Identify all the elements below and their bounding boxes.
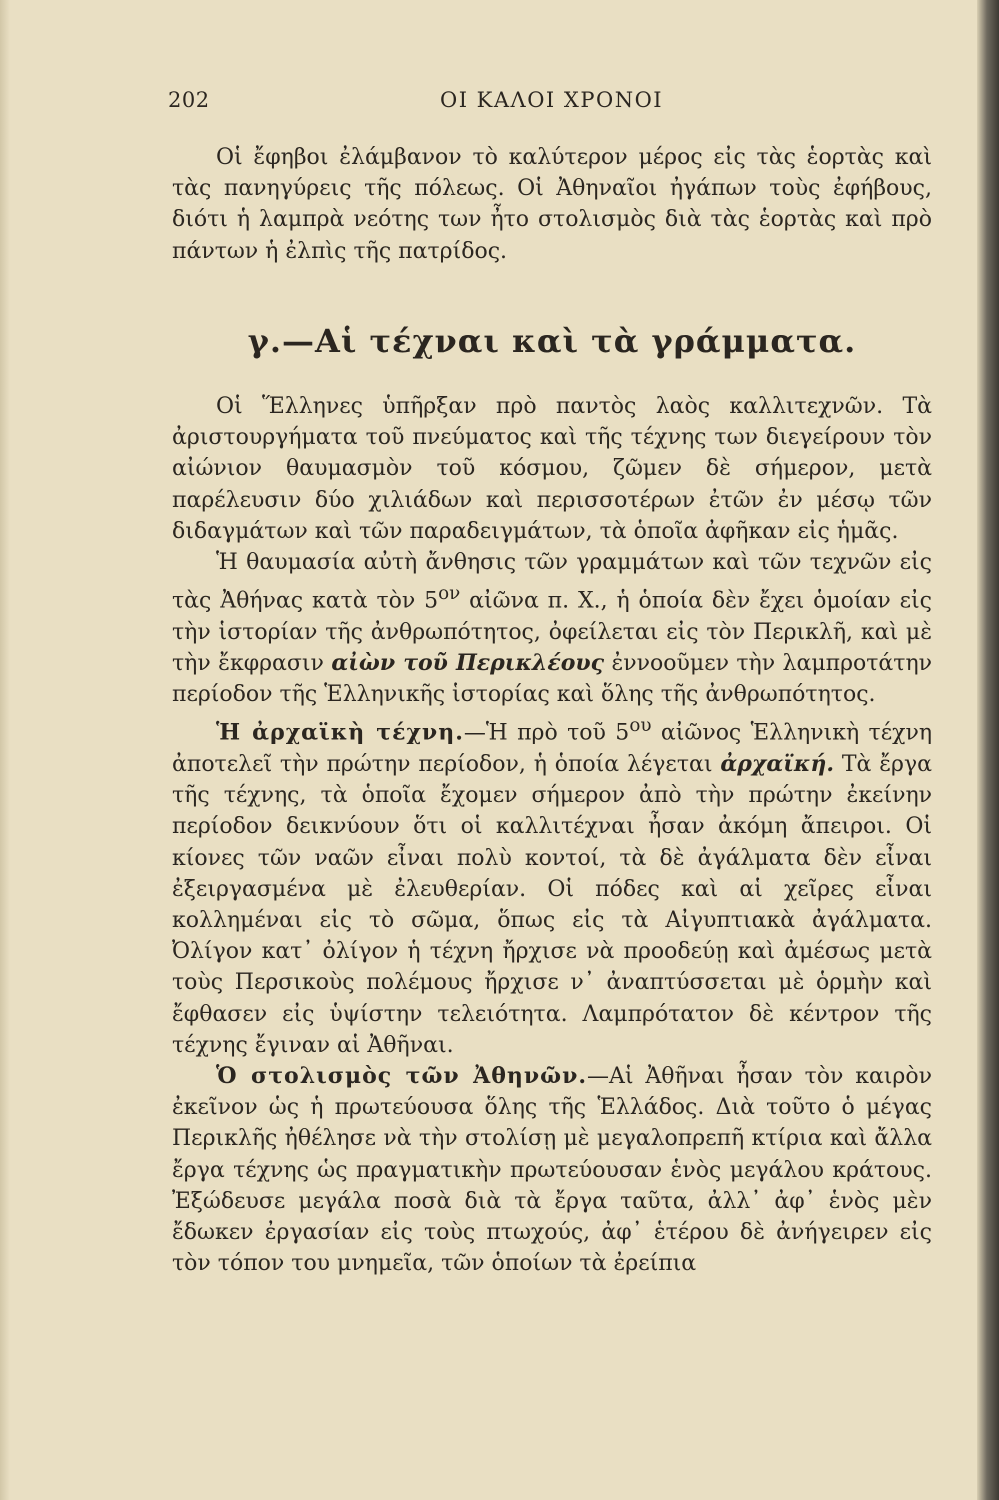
athens-adornment-runin-heading: Ὁ στολισμὸς τῶν Ἀθηνῶν.: [216, 1062, 588, 1089]
page-left-edge: [0, 0, 10, 1500]
intro-paragraph: Οἱ ἔφηβοι ἐλάμβανον τὸ καλύτερον μέρος εἰς τὰς ἑορτὰς καὶ τὰς πανηγύρεις τῆς πόλεως. Οἱ Ἀθηναῖοι ἠγάπων τοὺς ἐφήβους, διότι ἡ λαμπρὰ νεότης των ἦτο στολισμὸς διὰ τὰς ἑορτὰς καὶ πρὸ πάντων ἡ ἐλπὶς τῆς πατρίδος.: [172, 145, 932, 264]
p3-end: Τὰ ἔργα τῆς τέχνης, τὰ ὁποῖα ἔχομεν σήμερον ἀπὸ τὴν πρώτην ἐκείνην περίοδον δεικνύουν ὅτι οἱ καλλιτέχναι ἦσαν ἀκόμη ἄπειροι. Οἱ κίονες τῶν ναῶν εἶναι πολὺ κοντοί, τὰ δὲ ἀγάλματα δὲν εἶναι ἐξειργασμένα μὲ ἐλευθερίαν. Οἱ πόδες καὶ αἱ χεῖρες εἶναι κολλημέναι εἰς τὸ σῶμα, ὅπως εἰς τὰ Αἰγυπτιακὰ ἀγάλματα. Ὀλίγον κατ᾽ ὀλίγον ἡ τέχνη ἤρχισε νὰ προοδεύῃ καὶ ἀμέσως μετὰ τοὺς Περσικοὺς πολέμους ἤρχισε ν᾽ ἀναπτύσσεται μὲ ὁρμὴν καὶ ἔφθασεν εἰς ὑψίστην τελειότητα. Λαμπρότατον δὲ κέντρον τῆς τέχνης ἔγιναν αἱ Ἀθῆναι.: [172, 751, 932, 1058]
p3-superscript: ου: [629, 715, 652, 737]
p2-end: ἐννοοῦμεν τὴν λαμπροτάτην περίοδον τῆς Ἑλληνικῆς ἱστορίας καὶ ὅλης τῆς ἀνθρωπότητος.: [172, 650, 933, 708]
p3-middle: αἰῶνος Ἑλληνικὴ τέχνη ἀποτελεῖ τὴν πρώτην περίοδον, ἡ ὁποία λέγεται: [172, 720, 933, 777]
p2-middle: αἰῶνα π. Χ., ἡ ὁποία δὲν ἔχει ὁμοίαν εἰς τὴν ἱστορίαν τῆς ἀνθρωπότητος, ὀφείλεται εἰς τὸν Περικλῆ, καὶ μὲ τὴν ἔκφρασιν: [172, 588, 932, 676]
intro-text: [172, 142, 932, 267]
p4-text: —Αἱ Ἀθῆναι ἦσαν τὸν καιρὸν ἐκεῖνον ὡς ἡ πρωτεύουσα ὅλης τῆς Ἑλλάδος. Διὰ τοῦτο ὁ μέγας Περικλῆς ἠθέλησε νὰ τὴν στολίσῃ μὲ μεγαλοπρεπῆ κτίρια καὶ ἄλλα ἔργα τέχνης ὡς πραγματικὴν πρωτεύουσαν ἑνὸς μεγάλου κράτους. Ἐξώδευσε μεγάλα ποσὰ διὰ τὰ ἔργα ταῦτα, ἀλλ᾽ ἀφ᾽ ἑνὸς μὲν ἔδωκεν ἐργασίαν εἰς τοὺς πτωχούς, ἀφ᾽ ἑτέρου δὲ ἀνήγειρεν εἰς τὸν τόπον του μνημεῖα, τῶν ὁποίων τὰ ἐρείπια: [172, 1063, 932, 1277]
paragraph-golden-age: [172, 547, 932, 710]
body-text: [172, 391, 932, 1279]
paragraph-archaic-art: [172, 710, 932, 1061]
running-title: ΟΙ ΚΑΛΟΙ ΧΡΟΝΟΙ: [440, 88, 664, 112]
page-header: [168, 88, 932, 118]
archaic-term: ἀρχαϊκή.: [720, 750, 835, 777]
paragraph-greek-artists: Οἱ Ἕλληνες ὑπῆρξαν πρὸ παντὸς λαὸς καλλιτεχνῶν. Τὰ ἀριστουργήματα τοῦ πνεύματος καὶ τῆς τέχνης των διεγείρουν τὸν αἰώνιον θαυμασμὸν τοῦ κόσμου, ζῶμεν δὲ σήμερον, μετὰ παρέλευσιν δύο χιλιάδων καὶ περισσοτέρων ἐτῶν ἐν μέσῳ τῶν διδαγμάτων καὶ τῶν παραδειγμάτων, τὰ ὁποῖα ἀφῆκαν εἰς ἡμᾶς.: [172, 394, 932, 544]
age-of-pericles-term: αἰὼν τοῦ Περικλέους: [331, 649, 605, 676]
archaic-art-runin-heading: Ἡ ἀρχαϊκὴ τέχνη.: [216, 719, 464, 746]
section-heading: γ.—Αἱ τέχναι καὶ τὰ γράμματα.: [247, 322, 857, 360]
book-spine-shadow: [977, 0, 999, 1500]
p2-start: Ἡ θαυμασία αὐτὴ ἄνθησις τῶν γραμμάτων καὶ τῶν τεχνῶν εἰς τὰς Ἀθήνας κατὰ τὸν 5: [172, 550, 932, 614]
page-number: 202: [168, 88, 210, 112]
p3-start: —Ἡ πρὸ τοῦ 5: [463, 720, 630, 746]
paragraph-adornment-of-athens: [172, 1061, 932, 1279]
p2-superscript: ον: [438, 583, 461, 605]
